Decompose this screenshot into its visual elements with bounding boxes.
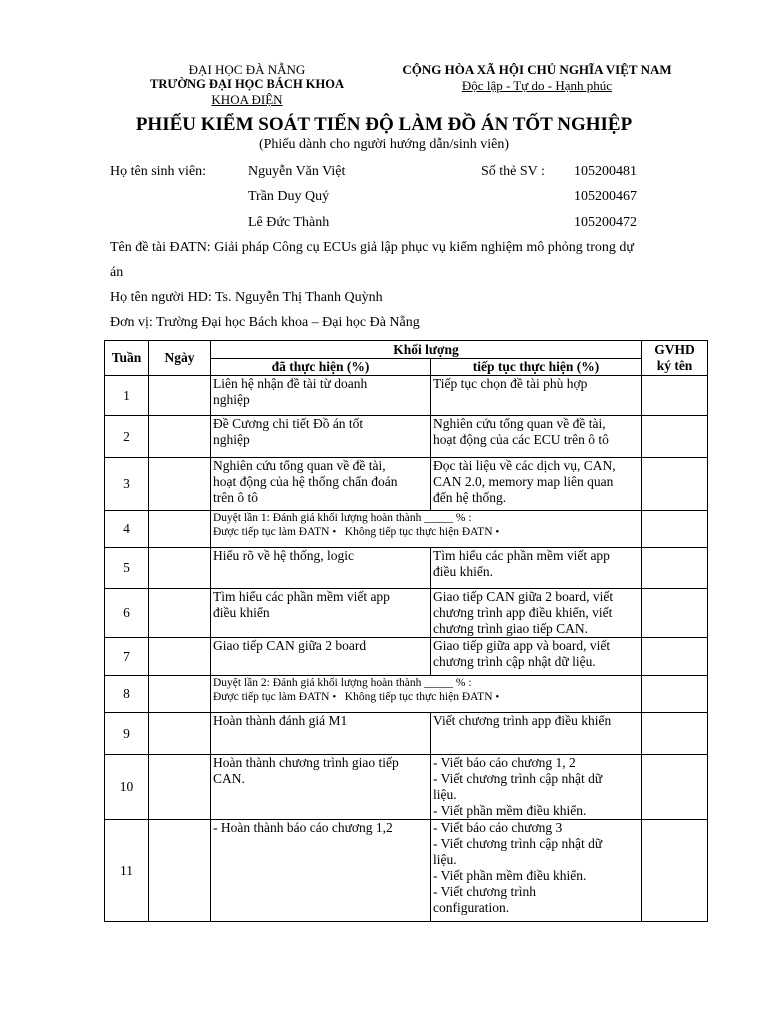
workload-header: Khối lượng bbox=[211, 341, 642, 359]
continue-option[interactable]: Được tiếp tục làm ĐATN bbox=[213, 691, 330, 703]
done-text: Nghiên cứu tổng quan về đề tài, bbox=[213, 458, 386, 473]
topic-line: Tên đề tài ĐATN: Giải pháp Công cụ ECUs giả lập phục vụ kiểm nghiệm mô phỏng trong dự bbox=[110, 240, 634, 255]
week-number: 1 bbox=[105, 376, 149, 416]
signature-cell[interactable] bbox=[642, 820, 708, 922]
next-text: - Viết báo cáo chương 3 bbox=[433, 820, 563, 835]
week-number: 10 bbox=[105, 755, 149, 820]
next-text: - Viết phần mềm điều khiển. bbox=[433, 868, 587, 883]
done-text: Hoàn thành đánh giá M1 bbox=[213, 713, 348, 728]
done-text: điều khiển bbox=[213, 605, 270, 620]
signature-cell[interactable] bbox=[642, 589, 708, 638]
done-text: Giao tiếp CAN giữa 2 board bbox=[213, 638, 367, 653]
date-cell[interactable] bbox=[149, 713, 211, 755]
next-cell bbox=[431, 820, 642, 922]
week-number: 7 bbox=[105, 638, 149, 676]
done-header: đã thực hiện (%) bbox=[211, 359, 431, 376]
supervisor-signature-header bbox=[642, 341, 708, 376]
done-text: nghiệp bbox=[213, 392, 250, 407]
next-text: - Viết phần mềm điều khiển. bbox=[433, 803, 587, 818]
done-cell bbox=[211, 638, 431, 676]
next-text: - Viết báo cáo chương 1, 2 bbox=[433, 755, 576, 770]
next-text: - Viết chương trình cập nhật dữ bbox=[433, 836, 603, 851]
date-cell[interactable] bbox=[149, 589, 211, 638]
signature-cell[interactable] bbox=[642, 548, 708, 589]
done-text: CAN. bbox=[213, 771, 245, 786]
bullet-icon: • bbox=[332, 526, 337, 538]
student-name: Trần Duy Quý bbox=[248, 189, 330, 204]
next-text: chương trình cập nhật dữ liệu. bbox=[433, 654, 596, 669]
topic-line: án bbox=[110, 265, 124, 280]
done-cell bbox=[211, 820, 431, 922]
week-number: 8 bbox=[105, 676, 149, 713]
table-row bbox=[105, 755, 708, 820]
date-cell[interactable] bbox=[149, 416, 211, 458]
table-row bbox=[105, 511, 708, 548]
student-id: 105200467 bbox=[574, 189, 637, 204]
next-cell bbox=[431, 713, 642, 755]
table-row bbox=[105, 676, 708, 713]
bullet-icon: • bbox=[495, 526, 500, 538]
date-cell[interactable] bbox=[149, 458, 211, 511]
next-text: Viết chương trình app điều khiển bbox=[433, 713, 612, 728]
review-title: Duyệt lần 2: Đánh giá khối lượng hoàn thành _____ % : bbox=[213, 677, 472, 689]
date-cell[interactable] bbox=[149, 820, 211, 922]
week-number: 2 bbox=[105, 416, 149, 458]
national-motto: Độc lập - Tự do - Hạnh phúc bbox=[461, 78, 613, 93]
done-cell bbox=[211, 713, 431, 755]
student-id-label: Số thẻ SV : bbox=[481, 164, 545, 179]
week-number: 5 bbox=[105, 548, 149, 589]
done-cell bbox=[211, 589, 431, 638]
next-text: liệu. bbox=[433, 787, 457, 802]
next-text: liệu. bbox=[433, 852, 457, 867]
done-text: - Hoàn thành báo cáo chương 1,2 bbox=[213, 820, 393, 835]
next-text: Giao tiếp CAN giữa 2 board, viết bbox=[433, 589, 614, 604]
stop-option[interactable]: Không tiếp tục thực hiện ĐATN bbox=[344, 691, 493, 703]
done-text: hoạt động của hệ thống chẩn đoán bbox=[213, 474, 398, 489]
progress-table bbox=[104, 340, 708, 922]
review-title: Duyệt lần 1: Đánh giá khối lượng hoàn thành _____ % : bbox=[213, 512, 472, 524]
school-name: TRƯỜNG ĐẠI HỌC BÁCH KHOA bbox=[150, 77, 344, 91]
sign-label: ký tên bbox=[656, 358, 693, 373]
document-title: PHIẾU KIỂM SOÁT TIẾN ĐỘ LÀM ĐỒ ÁN TỐT NGHIỆP bbox=[135, 114, 633, 135]
done-cell bbox=[211, 755, 431, 820]
week-number: 6 bbox=[105, 589, 149, 638]
stop-option[interactable]: Không tiếp tục thực hiện ĐATN bbox=[344, 526, 493, 538]
done-text: trên ô tô bbox=[213, 490, 258, 505]
table-row bbox=[105, 458, 708, 511]
date-cell[interactable] bbox=[149, 755, 211, 820]
done-text: Tìm hiểu các phần mềm viết app bbox=[213, 589, 390, 604]
nation-name: CỘNG HÒA XÃ HỘI CHỦ NGHĨA VIỆT NAM bbox=[402, 62, 672, 77]
bullet-icon: • bbox=[332, 691, 337, 703]
student-label: Họ tên sinh viên: bbox=[110, 164, 207, 179]
done-text: Liên hệ nhận đề tài từ doanh bbox=[213, 376, 368, 391]
next-cell bbox=[431, 416, 642, 458]
next-cell bbox=[431, 376, 642, 416]
next-text: đến hệ thống. bbox=[433, 490, 507, 505]
done-cell bbox=[211, 458, 431, 511]
signature-cell[interactable] bbox=[642, 755, 708, 820]
next-text: - Viết chương trình cập nhật dữ bbox=[433, 771, 603, 786]
review-cell bbox=[211, 511, 642, 548]
faculty-name: KHOA ĐIỆN bbox=[211, 92, 283, 107]
done-cell bbox=[211, 548, 431, 589]
table-row bbox=[105, 713, 708, 755]
next-text: Tìm hiểu các phần mềm viết app bbox=[433, 548, 610, 563]
continue-option[interactable]: Được tiếp tục làm ĐATN bbox=[213, 526, 330, 538]
university-name: ĐẠI HỌC ĐÀ NẴNG bbox=[188, 62, 306, 77]
week-number: 11 bbox=[105, 820, 149, 922]
done-text: nghiệp bbox=[213, 432, 250, 447]
done-cell bbox=[211, 416, 431, 458]
date-cell[interactable] bbox=[149, 376, 211, 416]
gvhd-label: GVHD bbox=[654, 342, 695, 357]
unit-line: Đơn vị: Trường Đại học Bách khoa – Đại học Đà Nẵng bbox=[110, 315, 420, 330]
next-text: điều khiển. bbox=[433, 564, 493, 579]
signature-cell[interactable] bbox=[642, 458, 708, 511]
header-right bbox=[384, 62, 690, 94]
date-cell[interactable] bbox=[149, 548, 211, 589]
done-text: Đề Cương chi tiết Đồ án tốt bbox=[213, 416, 364, 431]
signature-cell[interactable] bbox=[642, 416, 708, 458]
next-cell bbox=[431, 458, 642, 511]
signature-cell[interactable] bbox=[642, 676, 708, 713]
week-number: 9 bbox=[105, 713, 149, 755]
signature-cell[interactable] bbox=[642, 713, 708, 755]
student-name: Nguyễn Văn Việt bbox=[248, 164, 346, 179]
student-id: 105200472 bbox=[574, 215, 637, 230]
date-cell[interactable] bbox=[149, 676, 211, 713]
next-text: CAN 2.0, memory map liên quan bbox=[433, 474, 614, 489]
table-row bbox=[105, 416, 708, 458]
done-text: Hiểu rõ về hệ thống, logic bbox=[213, 548, 354, 563]
next-text: configuration. bbox=[433, 900, 510, 915]
week-header: Tuần bbox=[105, 341, 149, 376]
next-text: chương trình app điều khiển, viết bbox=[433, 605, 613, 620]
signature-cell[interactable] bbox=[642, 511, 708, 548]
review-cell bbox=[211, 676, 642, 713]
table-row bbox=[105, 820, 708, 922]
week-number: 4 bbox=[105, 511, 149, 548]
date-cell[interactable] bbox=[149, 511, 211, 548]
date-cell[interactable] bbox=[149, 638, 211, 676]
next-cell bbox=[431, 589, 642, 638]
table-row bbox=[105, 638, 708, 676]
date-header: Ngày bbox=[149, 341, 211, 376]
table-row bbox=[105, 589, 708, 638]
next-cell bbox=[431, 548, 642, 589]
week-number: 3 bbox=[105, 458, 149, 511]
table-row bbox=[105, 376, 708, 416]
next-text: Nghiên cứu tổng quan về đề tài, bbox=[433, 416, 606, 431]
next-text: Đọc tài liệu về các dịch vụ, CAN, bbox=[433, 458, 616, 473]
signature-cell[interactable] bbox=[642, 376, 708, 416]
next-text: hoạt động của các ECU trên ô tô bbox=[433, 432, 609, 447]
done-text: Hoàn thành chương trình giao tiếp bbox=[213, 755, 399, 770]
next-text: chương trình giao tiếp CAN. bbox=[433, 621, 589, 636]
student-name: Lê Đức Thành bbox=[248, 215, 330, 230]
next-cell bbox=[431, 755, 642, 820]
next-text: Tiếp tục chọn đề tài phù hợp bbox=[433, 376, 588, 391]
next-cell bbox=[431, 638, 642, 676]
done-cell bbox=[211, 376, 431, 416]
next-text: Giao tiếp giữa app và board, viết bbox=[433, 638, 611, 653]
advisor-line: Họ tên người HD: Ts. Nguyễn Thị Thanh Quỳnh bbox=[110, 290, 383, 305]
table-row bbox=[105, 548, 708, 589]
next-header: tiếp tục thực hiện (%) bbox=[431, 359, 642, 376]
student-id: 105200481 bbox=[574, 164, 637, 179]
bullet-icon: • bbox=[495, 691, 500, 703]
next-text: - Viết chương trình bbox=[433, 884, 537, 899]
header-left bbox=[140, 62, 354, 107]
signature-cell[interactable] bbox=[642, 638, 708, 676]
document-subtitle: (Phiếu dành cho người hướng dẫn/sinh viên) bbox=[258, 137, 510, 152]
